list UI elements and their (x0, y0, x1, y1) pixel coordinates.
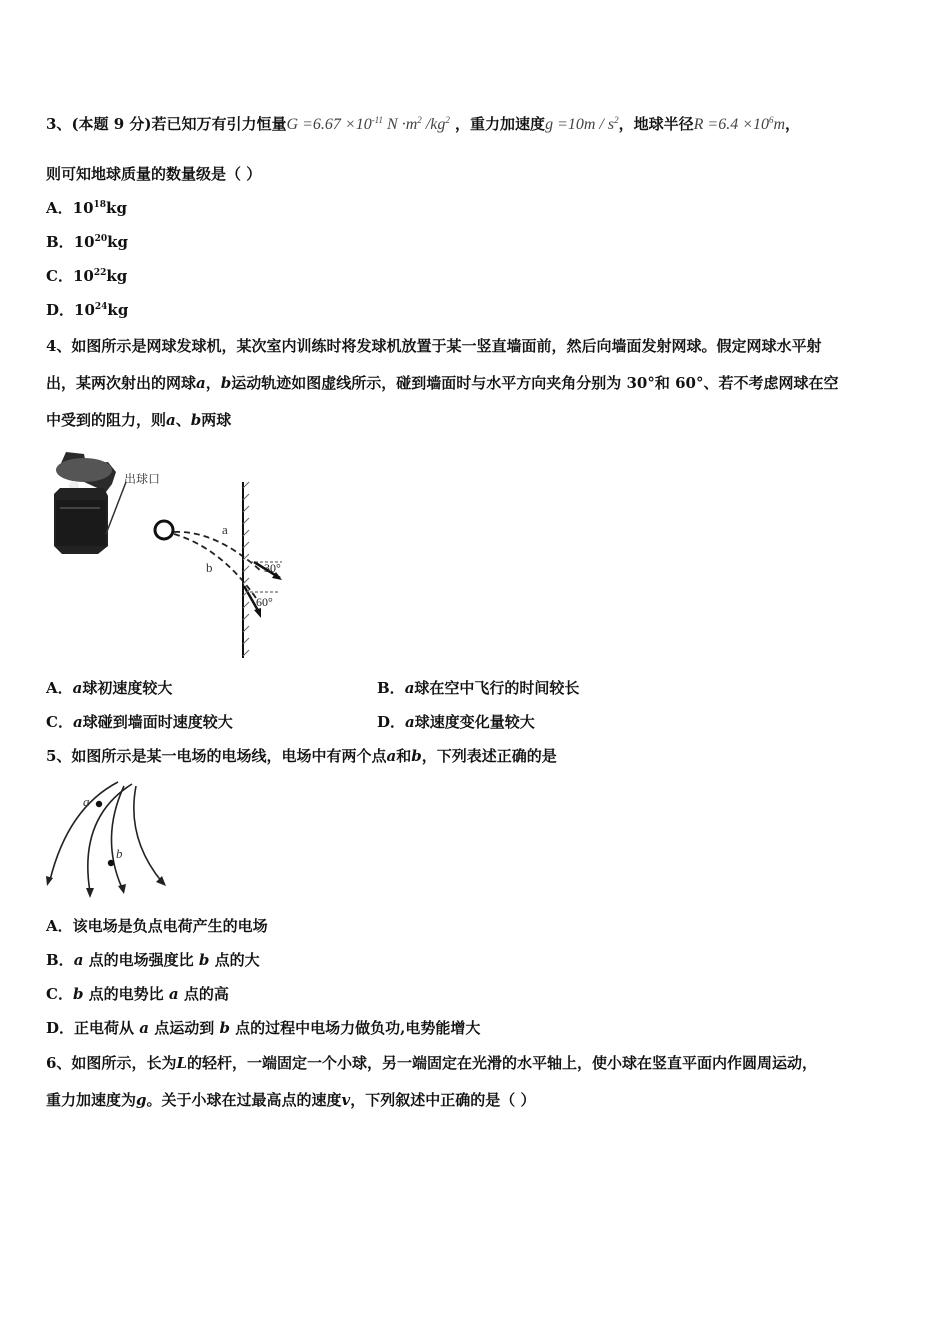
q6-line1: 6、如图所示，长为L的轻杆，一端固定一个小球，另一端固定在光滑的水平轴上，使小球在竖直平面内作圆周运动， (46, 1054, 818, 1072)
field-line-3 (111, 786, 124, 888)
q5-option-d: D．正电荷从 a 点运动到 b 点的过程中电场力做负功,电势能增大 (46, 1019, 481, 1037)
q3-option-b: B．$10^{20}kg$ (46, 233, 128, 251)
q4-line3: 中受到的阻力，则a、b两球 (46, 411, 232, 429)
tennis-machine-figure (46, 448, 306, 663)
q4-option-b: B．a球在空中飞行的时间较长 (377, 679, 580, 697)
q3-option-d: D．$10^{24}kg$ (46, 301, 129, 319)
label-a: a (222, 522, 228, 537)
q4-option-c: C．a球碰到墙面时速度较大 (46, 713, 233, 731)
formula-gravity-acceleration: $g =10m / s^2$ (545, 115, 619, 133)
q5-option-c: C．b 点的电势比 a 点的高 (46, 985, 229, 1003)
point-b-dot (108, 860, 114, 866)
formula-gravitational-constant: $G =6.67 \times 10^{-11}$ $N \cdot m^2$ $/kg^2$ (286, 115, 450, 133)
q4-option-a: A．a球初速度较大 (46, 679, 173, 697)
electric-field-figure (38, 778, 178, 900)
point-a-label: a (83, 794, 90, 809)
q5-option-a: A．该电场是负点电荷产生的电场 (46, 917, 268, 935)
q5-option-b: B．a 点的电场强度比 b 点的大 (46, 951, 260, 969)
formula-earth-radius: $R =6.4 \times 10^6m$ (693, 115, 786, 133)
field-line-4 (134, 786, 162, 882)
q4-option-d: D．a球速度变化量较大 (377, 713, 535, 731)
q3-option-a: A．$10^{18}kg$ (46, 199, 127, 217)
outlet-label: 出球口 (124, 472, 161, 486)
q5-stem: 5、如图所示是某一电场的电场线，电场中有两个点a和b，下列表述正确的是 (46, 747, 557, 765)
q6-line2: 重力加速度为g。关于小球在过最高点的速度v，下列叙述中正确的是（ ） (46, 1091, 536, 1109)
q3-line2: 则可知地球质量的数量级是（ ） (46, 165, 262, 183)
angle-60: 60° (256, 595, 273, 609)
q3-option-c: C．$10^{22}kg$ (46, 267, 128, 285)
label-b: b (206, 560, 213, 575)
point-b-label: b (116, 846, 123, 861)
point-a-dot (96, 801, 102, 807)
q3-line1: 3、(本题 9 分)若已知万有引力恒量$G =6.67 \times 10^{-11}$ $N \cdot m^2$ $/kg^2$ ，重力加速度$g =10m / s^2$，地球半径$R =6.4 \times 10^6m$， (46, 115, 801, 133)
tennis-ball-icon (155, 521, 173, 539)
angle-30: 30° (264, 561, 281, 575)
q4-line1: 4、如图所示是网球发球机，某次室内训练时将发球机放置于某一竖直墙面前，然后向墙面发射网球。假定网球水平射 (46, 337, 822, 355)
ball-machine-icon (54, 452, 116, 554)
q4-line2: 出，某两次射出的网球a，b运动轨迹如图虚线所示，碰到墙面时与水平方向夹角分别为 30°和 60°、若不考虑网球在空 (46, 374, 839, 392)
field-line-2 (88, 784, 132, 892)
